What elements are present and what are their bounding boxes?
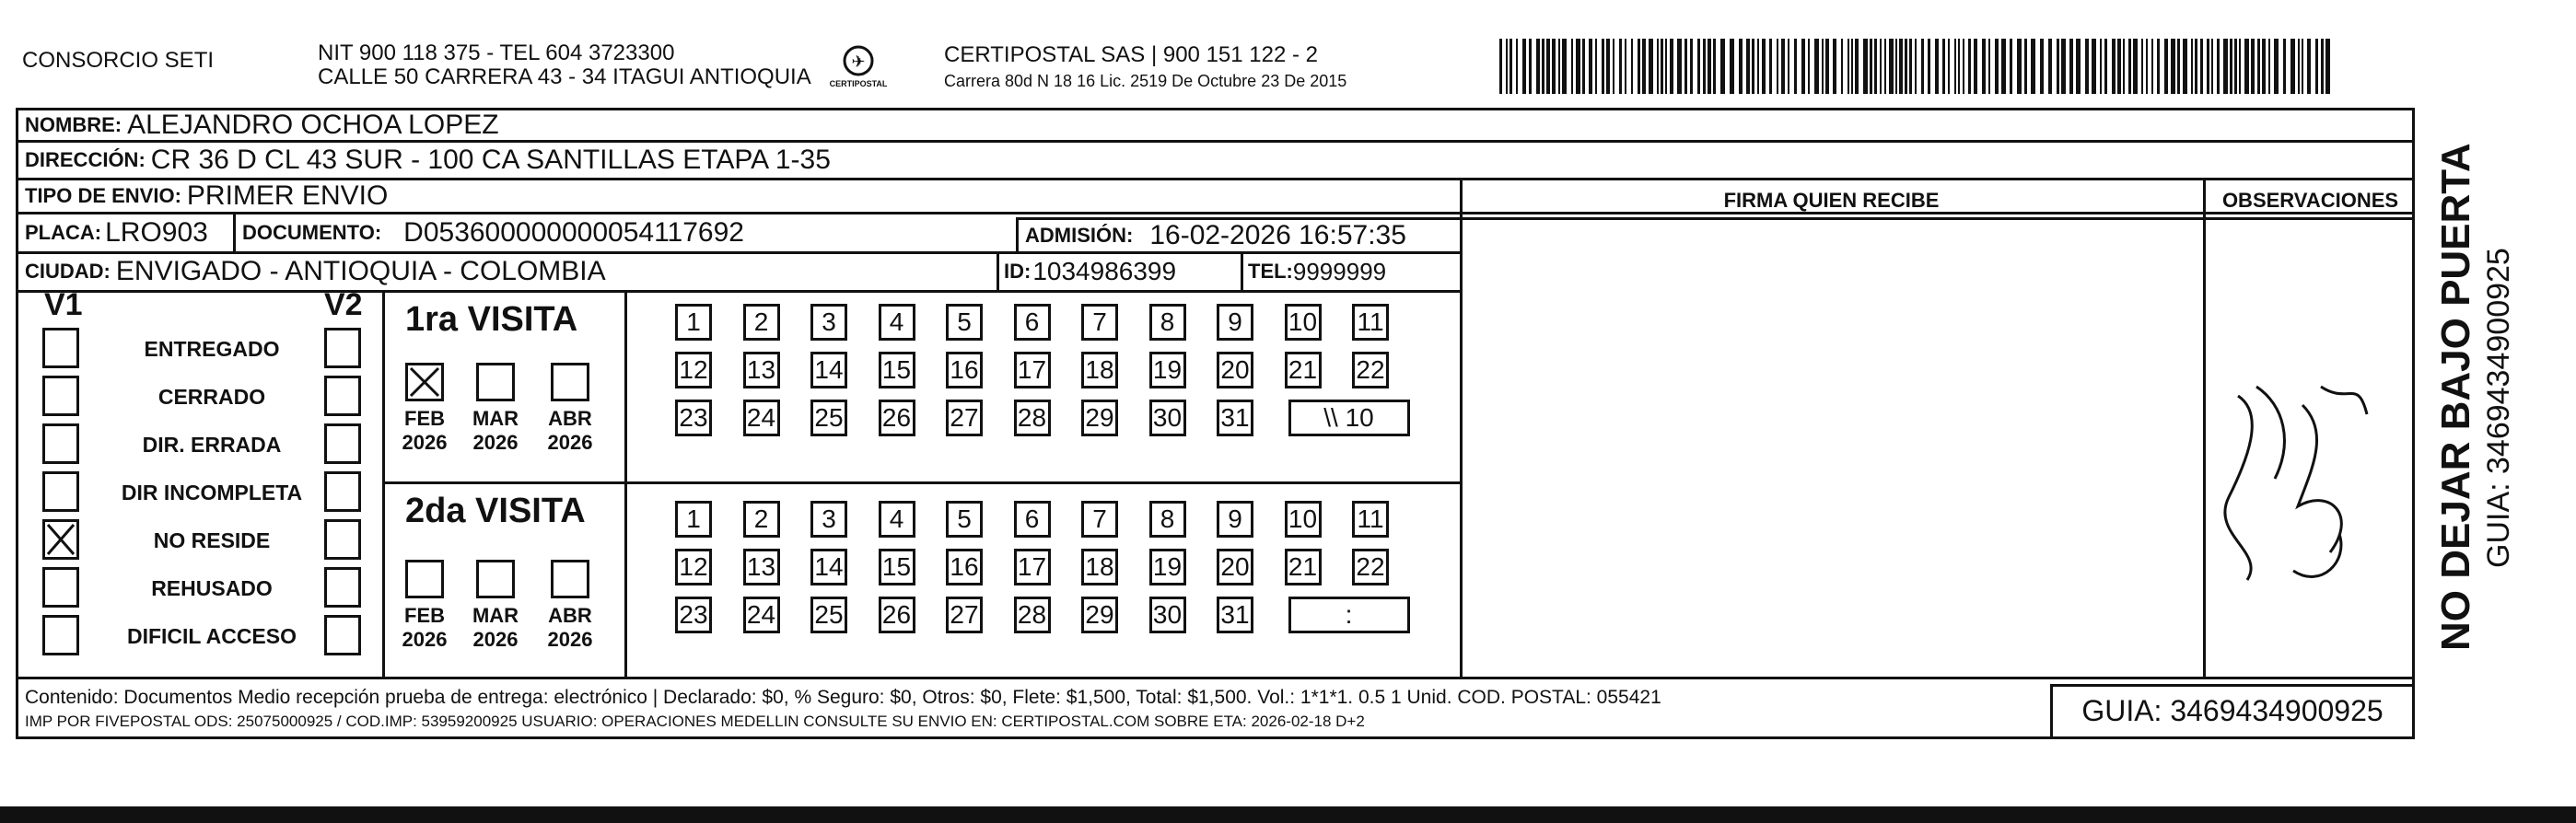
month-label	[392, 604, 457, 652]
day-box[interactable]: 29	[1081, 597, 1118, 633]
day-box[interactable]: 21	[1285, 352, 1322, 388]
month-checkbox[interactable]	[551, 363, 589, 401]
v1-checkbox[interactable]	[42, 615, 79, 655]
admision-value: 16-02-2026 16:57:35	[1149, 220, 1406, 250]
first-visit-title: 1ra VISITA	[405, 300, 578, 339]
tel-label: TEL:	[1248, 260, 1293, 283]
no-dejar-bajo-puerta: NO DEJAR BAJO PUERTA	[2433, 143, 2478, 651]
day-box[interactable]: 23	[675, 597, 712, 633]
company-name: CONSORCIO SETI	[22, 48, 215, 73]
day-box[interactable]: 15	[879, 549, 915, 585]
day-box[interactable]: 29	[1081, 400, 1118, 436]
address-line: CALLE 50 CARRERA 43 - 34 ITAGUI ANTIOQUIA	[318, 64, 811, 89]
month-checkbox[interactable]	[551, 560, 589, 598]
day-box[interactable]: 27	[946, 400, 983, 436]
tipo-row	[25, 180, 388, 213]
day-box[interactable]: 1	[675, 501, 712, 538]
day-box[interactable]: 28	[1014, 400, 1051, 436]
day-box[interactable]: 12	[675, 549, 712, 585]
v2-checkbox[interactable]	[324, 471, 361, 512]
time-box[interactable]: \\ 10	[1288, 400, 1410, 436]
month-checkbox[interactable]	[476, 363, 515, 401]
tel-row	[1248, 253, 1386, 290]
admision-label: ADMISIÓN:	[1025, 224, 1134, 247]
v1-label: V1	[44, 287, 83, 322]
month-name: ABR	[548, 407, 592, 430]
month-label	[463, 604, 528, 652]
bottom-bar	[0, 806, 2576, 823]
second-visit-title: 2da VISITA	[405, 492, 586, 530]
month-year: 2026	[472, 431, 519, 454]
day-box[interactable]: 2	[743, 501, 780, 538]
direccion-label: DIRECCIÓN:	[25, 148, 146, 171]
status-label: DIFICIL ACCESO	[126, 624, 297, 648]
day-box[interactable]: 22	[1352, 352, 1389, 388]
status-label: REHUSADO	[151, 576, 273, 600]
day-box[interactable]: 30	[1149, 597, 1186, 633]
month-name: ABR	[548, 604, 592, 627]
v1-checkbox[interactable]	[42, 567, 79, 608]
month-label	[392, 407, 457, 455]
placa-value: LRO903	[105, 217, 208, 248]
day-box[interactable]: 8	[1149, 501, 1186, 538]
status-label: NO RESIDE	[153, 528, 271, 552]
documento-label: DOCUMENTO:	[242, 221, 382, 244]
day-box[interactable]: 27	[946, 597, 983, 633]
month-label	[538, 604, 602, 652]
id-label: ID:	[1004, 260, 1032, 283]
ciudad-label: CIUDAD:	[25, 260, 111, 283]
day-box[interactable]: 11	[1352, 304, 1389, 341]
firma-header: FIRMA QUIEN RECIBE	[1723, 189, 1940, 212]
day-box[interactable]: 20	[1217, 352, 1253, 388]
day-box[interactable]: 3	[810, 501, 847, 538]
day-box[interactable]: 4	[879, 304, 915, 341]
v2-checkbox[interactable]	[324, 615, 361, 655]
day-box[interactable]: 7	[1081, 501, 1118, 538]
svg-text:✈: ✈	[851, 52, 866, 72]
certipostal-logo-icon	[824, 42, 892, 98]
nit-line: NIT 900 118 375 - TEL 604 3723300	[318, 41, 675, 65]
day-box[interactable]: 9	[1217, 501, 1253, 538]
side-guia: GUIA: 3469434900925	[2481, 248, 2516, 568]
day-box[interactable]: 18	[1081, 352, 1118, 388]
month-year: 2026	[402, 628, 448, 651]
month-name: FEB	[404, 407, 445, 430]
v2-checkbox[interactable]	[324, 376, 361, 416]
day-box[interactable]: 20	[1217, 549, 1253, 585]
time-box[interactable]: :	[1288, 597, 1410, 633]
day-box[interactable]: 6	[1014, 304, 1051, 341]
status-label: DIR. ERRADA	[142, 433, 282, 457]
day-box[interactable]: 14	[810, 352, 847, 388]
license-line: Carrera 80d N 18 16 Lic. 2519 De Octubre 23 De 2015	[944, 72, 1347, 90]
month-name: MAR	[472, 407, 519, 430]
placa-label: PLACA:	[25, 221, 102, 244]
month-name: FEB	[404, 604, 445, 627]
day-box[interactable]: 6	[1014, 501, 1051, 538]
v1-checkbox[interactable]	[42, 423, 79, 464]
status-label: CERRADO	[157, 385, 266, 409]
placa-row	[25, 214, 208, 252]
certipostal-line: CERTIPOSTAL SAS | 900 151 122 - 2	[944, 42, 1318, 67]
day-box[interactable]: 7	[1081, 304, 1118, 341]
contenido-line: Contenido: Documentos Medio recepción prueba de entrega: electrónico | Declarado: $0, % Seguro: $0, Otros: $0, Flete: $1,500, Total: $1,500. Vol.: 1*1*1. 0.5 1 Unid. COD. POSTAL: 055421	[25, 687, 1661, 708]
month-checkbox[interactable]	[405, 560, 444, 598]
day-box[interactable]: 13	[743, 549, 780, 585]
day-box[interactable]: 21	[1285, 549, 1322, 585]
v2-checkbox[interactable]	[324, 519, 361, 560]
certipostal-logo	[824, 42, 892, 98]
day-box[interactable]: 14	[810, 549, 847, 585]
nombre-row	[25, 108, 499, 142]
day-box[interactable]: 3	[810, 304, 847, 341]
status-label: ENTREGADO	[144, 337, 280, 361]
guia-box-text: GUIA: 3469434900925	[2081, 694, 2384, 727]
imp-line: IMP POR FIVEPOSTAL ODS: 25075000925 / COD.IMP: 53959200925 USUARIO: OPERACIONES MEDELLIN CONSULTE SU ENVIO EN: CERTIPOSTAL.COM SOBRE ETA: 2026-02-18 D+2	[25, 713, 1365, 730]
day-box[interactable]: 5	[946, 501, 983, 538]
day-box[interactable]: 16	[946, 352, 983, 388]
v2-checkbox[interactable]	[324, 567, 361, 608]
month-checkbox[interactable]	[405, 363, 444, 401]
v2-checkbox[interactable]	[324, 328, 361, 368]
day-box[interactable]: 9	[1217, 304, 1253, 341]
day-box[interactable]: 22	[1352, 549, 1389, 585]
day-box[interactable]: 24	[743, 597, 780, 633]
direccion-value: CR 36 D CL 43 SUR - 100 CA SANTILLAS ETAPA 1-35	[150, 145, 831, 175]
day-box[interactable]: 1	[675, 304, 712, 341]
day-box[interactable]: 23	[675, 400, 712, 436]
day-box[interactable]: 17	[1014, 549, 1051, 585]
documento-row	[242, 214, 744, 252]
admision-row	[1025, 219, 1406, 252]
tipo-value: PRIMER ENVIO	[186, 180, 389, 211]
day-box[interactable]: 8	[1149, 304, 1186, 341]
month-label	[538, 407, 602, 455]
month-year: 2026	[547, 431, 593, 454]
status-label: DIR INCOMPLETA	[121, 481, 303, 504]
month-checkbox[interactable]	[476, 560, 515, 598]
day-box[interactable]: 17	[1014, 352, 1051, 388]
documento-value: D053600000000054117692	[403, 217, 744, 248]
day-box[interactable]: 26	[879, 597, 915, 633]
nombre-value: ALEJANDRO OCHOA LOPEZ	[127, 109, 499, 140]
v1-checkbox[interactable]	[42, 519, 79, 560]
direccion-row	[25, 142, 831, 179]
day-box[interactable]: 25	[810, 597, 847, 633]
day-box[interactable]: 31	[1217, 597, 1253, 633]
v1-checkbox[interactable]	[42, 328, 79, 368]
v1-checkbox[interactable]	[42, 471, 79, 512]
id-value: 1034986399	[1032, 257, 1177, 285]
day-box[interactable]: 19	[1149, 352, 1186, 388]
logo-caption: CERTIPOSTAL	[829, 79, 888, 88]
day-box[interactable]: 12	[675, 352, 712, 388]
day-box[interactable]: 5	[946, 304, 983, 341]
day-box[interactable]: 15	[879, 352, 915, 388]
day-box[interactable]: 4	[879, 501, 915, 538]
id-row	[1004, 253, 1176, 290]
v2-label: V2	[324, 287, 363, 322]
day-box[interactable]: 28	[1014, 597, 1051, 633]
ciudad-value: ENVIGADO - ANTIOQUIA - COLOMBIA	[115, 256, 606, 286]
day-box[interactable]: 11	[1352, 501, 1389, 538]
day-box[interactable]: 31	[1217, 400, 1253, 436]
day-box[interactable]: 19	[1149, 549, 1186, 585]
month-year: 2026	[402, 431, 448, 454]
v1-checkbox[interactable]	[42, 376, 79, 416]
day-box[interactable]: 10	[1285, 501, 1322, 538]
month-label	[463, 407, 528, 455]
day-box[interactable]: 13	[743, 352, 780, 388]
tipo-label: TIPO DE ENVIO:	[25, 184, 181, 207]
day-box[interactable]: 16	[946, 549, 983, 585]
month-year: 2026	[472, 628, 519, 651]
day-box[interactable]: 26	[879, 400, 915, 436]
day-box[interactable]: 18	[1081, 549, 1118, 585]
observaciones-header: OBSERVACIONES	[2221, 189, 2399, 212]
side-notice	[2415, 108, 2576, 739]
tel-value: 9999999	[1292, 257, 1387, 285]
ciudad-row	[25, 253, 606, 290]
signature-scribble	[2210, 350, 2395, 626]
day-box[interactable]: 30	[1149, 400, 1186, 436]
nombre-label: NOMBRE:	[25, 112, 122, 136]
barcode	[1499, 39, 2337, 94]
month-year: 2026	[547, 628, 593, 651]
day-box[interactable]: 2	[743, 304, 780, 341]
month-name: MAR	[472, 604, 519, 627]
v2-checkbox[interactable]	[324, 423, 361, 464]
day-box[interactable]: 10	[1285, 304, 1322, 341]
day-box[interactable]: 25	[810, 400, 847, 436]
day-box[interactable]: 24	[743, 400, 780, 436]
